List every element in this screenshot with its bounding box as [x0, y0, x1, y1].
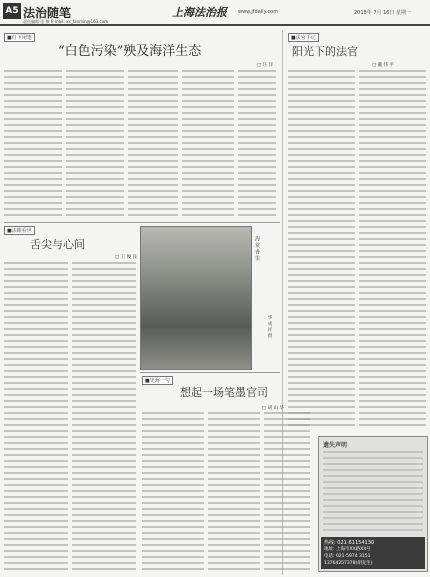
website: www.jfdaily.com [238, 9, 279, 15]
photo-credit: 华 成 祥 摄 [267, 315, 272, 338]
masthead-rule [0, 24, 430, 26]
section-rule [4, 222, 280, 223]
sunshine-headline: 阳光下的法官 [292, 45, 358, 58]
garden-photo [140, 226, 252, 370]
ad-mobile: 13764257378(胡先生) [324, 561, 373, 566]
lawsuit-kicker: ■史海一勺 [142, 376, 173, 385]
photo-caption: 海 棠 香 里 [254, 236, 260, 261]
sunshine-kicker: ■法官手记 [288, 33, 319, 42]
sunshine-body-col-1 [288, 70, 355, 430]
sunshine-byline: □ 戴 伟 平 [372, 63, 395, 68]
paper-name: 上海法治报 [172, 6, 227, 19]
editor-line: 责任编辑 范 敏 E-mail: xx_fanmin@163.com [23, 19, 109, 24]
tongue-body-col-1 [4, 262, 68, 570]
tongue-byline: □ 王 俊 良 [115, 255, 138, 260]
main-headline: “白色污染”殃及海洋生态 [58, 44, 202, 59]
tongue-body-col-2 [72, 262, 136, 570]
masthead [0, 0, 430, 26]
classified-ad [318, 436, 428, 572]
main-body-col-5 [238, 70, 276, 218]
tongue-kicker: ■法眼看世 [4, 226, 35, 235]
ad-address: 地址: 上海市XX路XX号 [324, 547, 371, 552]
main-kicker: ■灯下闲笔 [4, 33, 35, 42]
lawsuit-body-col-2 [208, 412, 260, 570]
lawsuit-headline: 想起一场笔墨官司 [180, 386, 268, 399]
ad-text [323, 451, 423, 535]
ad-hotline: 热线: 021-61154130 [324, 540, 375, 546]
tongue-headline: 舌尖与心间 [30, 238, 85, 251]
lawsuit-body-col-3 [264, 412, 310, 570]
lawsuit-byline: □ 胡 山 华 [262, 406, 285, 411]
ad-phone: 电话: 021-5974 3151 [324, 554, 371, 559]
main-body-col-3 [128, 70, 178, 218]
sunshine-body-col-2 [359, 70, 426, 430]
main-byline: □ 汪 洋 [257, 63, 274, 68]
photo-rule [140, 372, 280, 373]
ad-contact-box [321, 537, 425, 569]
main-body-col-2 [66, 70, 124, 218]
main-body-col-4 [182, 70, 234, 218]
ad-title: 遗失声明 [323, 442, 348, 449]
main-body-col-1 [4, 70, 62, 218]
issue-date: 2018年 7月 16日 星期一 [354, 10, 412, 16]
lawsuit-body-col-1 [142, 412, 204, 570]
section-logo: A5 [3, 3, 21, 19]
section-name: 法治随笔 [23, 6, 72, 20]
